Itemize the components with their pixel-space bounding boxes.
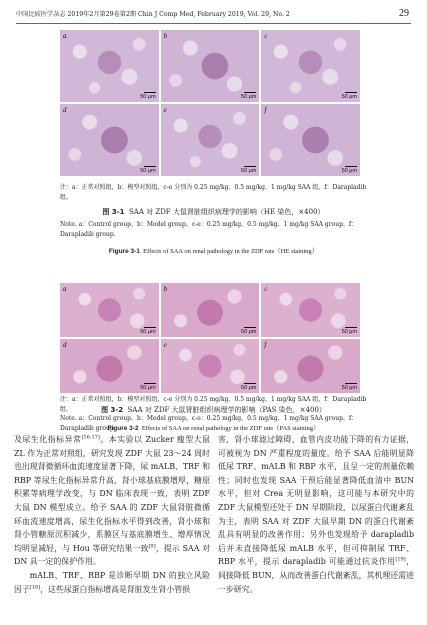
figure-panel-e (161, 339, 260, 393)
figure-panel-a (60, 30, 159, 102)
caption-text: SAA 对 ZDF 大鼠肾脏组织病理学的影响（PAS 染色，×400） (127, 406, 326, 414)
figure-note-zh: 注：a：正常对照组，b：模型对照组，c-e 分别为 0.25 mg/kg、0.5 mg/kg、1 mg/kg SAA 组，f：Darapladib 组。 (60, 396, 367, 413)
caption-text: SAA 对 ZDF 大鼠肾脏组织病理学的影响（HE 染色，×400） (128, 208, 325, 216)
scale-bar: 50 μm (241, 92, 256, 100)
figure-panel-c (261, 283, 360, 337)
citation: [18] (29, 583, 41, 590)
figure-note-zh: 注：a：正常对照组，b：模型对照组，c-e 分别为 0.25 mg/kg、0.5 mg/kg、1 mg/kg SAA 组，f：Darapladib 组。 (60, 184, 367, 201)
figure-number: Figure 3-2 (107, 425, 139, 432)
figure-panel-a (60, 283, 159, 337)
scale-bar: 50 μm (241, 166, 256, 174)
caption-text: Effects of SAA on renal pathology in the ZDF rats（HE staining） (143, 248, 319, 255)
panel-label: a (63, 285, 67, 293)
paragraph (218, 433, 414, 596)
figure-panel-f (261, 104, 360, 176)
panel-label: a (63, 32, 67, 40)
figure-number: Figure 3-1 (108, 248, 140, 255)
panel-label: f (264, 341, 267, 349)
scale-bar: 50 μm (140, 166, 155, 174)
body-column-left (14, 433, 210, 596)
text-run: 害，肾小球滤过障碍、血管内皮功能下降的有力证据，可被视为 DN 严重程度的量度。给予 SAA 后能明显降低尿 TRF、mALB 和 RBP 水平，且呈一定的剂量依赖性；同时也发现 SAA 干预后能显著降低血清中 BUN 水平，但对 Crea 无明显影响，这可能与本研究中的 ZDF 大鼠模型还处于 DN 早期阶段，以尿蛋白代谢紊乱为主，表明 SAA 对 ZDF 大鼠早期 DN 的蛋白代谢紊乱具有明显的改善作用；另外也发现给予 darapladib 后并未直接降低尿 mALB 水平，但可抑制尿 TRF、RBP 水平，提示 darapladib 可能通过抗炎作用 (218, 435, 414, 567)
text-run: mALB、TRF、RBP 是诊断早期 DN 的独立风险因子 (14, 570, 210, 594)
text-run: ，这些尿蛋白指标增高是肾脏发生肾小管损 (40, 584, 190, 594)
panel-label: e (163, 106, 167, 114)
citation: [9] (148, 543, 156, 550)
panel-label: c (264, 32, 268, 40)
text-run: 。本实验以 Zucker 瘦型大鼠 ZL 作为正常对照组，研究发现 ZDF 大鼠 23～24 周时也出现肾微循环血流速度显著下降，尿 mALB、TRF 和 RBP 等尿生化指标异常升高，肾小球基底膜增厚，糖原积累等病理学改变，与 DN 临床表现一致，表明 ZDF 大鼠 DN 模型成立。给予 SAA 的 ZDF 大鼠肾脏微循环血流速度增高，尿生化指标水平得到改善，肾小球和肾小管糖原沉积减少，系膜区与基底膜增生、增厚情况均明显减轻，与 Hou 等研究结果一致 (14, 435, 210, 553)
text-run: 及尿生化指标异常 (14, 435, 82, 444)
figure-panel-f (261, 339, 360, 393)
figure-panel-b (161, 283, 260, 337)
figure-caption-en (0, 247, 427, 257)
scale-bar: 50 μm (342, 166, 357, 174)
scale-bar: 50 μm (140, 383, 155, 391)
running-header (16, 9, 411, 24)
figure-panel-c (261, 30, 360, 102)
page-number: 29 (399, 8, 409, 19)
body-column-right (218, 433, 414, 596)
scale-bar: 50 μm (342, 327, 357, 335)
scale-bar: 50 μm (140, 92, 155, 100)
panel-label: d (63, 106, 67, 114)
figure-panel-d (60, 339, 159, 393)
scale-bar: 50 μm (241, 327, 256, 335)
scale-bar: 50 μm (241, 383, 256, 391)
paragraph (14, 569, 210, 596)
panel-label: e (163, 341, 167, 349)
text-run: ，间接降低 BUN，从而改善蛋白代谢紊乱，其机理还需进一步研究。 (218, 557, 414, 594)
figure-note-en: Note. a：Control group，b：Model group，c-e：0.25 mg/kg，0.5 mg/kg，1 mg/kg SAA group，f：Darapladib group. (60, 415, 358, 432)
panel-label: c (264, 285, 268, 293)
citation: [19] (395, 556, 406, 563)
figure-panel-d (60, 104, 159, 176)
caption-text: Effects of SAA on renal pathology in the ZDF rats（PAS staining） (141, 425, 320, 432)
text-run: ，提示 SAA 对 DN 具一定的保护作用。 (14, 543, 210, 567)
scale-bar: 50 μm (342, 383, 357, 391)
scale-bar: 50 μm (140, 327, 155, 335)
panel-label: f (264, 106, 267, 114)
figure-number: 图 3-1 (102, 208, 125, 216)
citation: [16-17] (81, 434, 100, 441)
figure-panel-b (161, 30, 260, 102)
figure-number: 图 3-2 (101, 406, 124, 414)
panel-label: b (163, 285, 168, 293)
figure-3-2-grid (60, 283, 360, 393)
figure-note-en: Note. a：Control group，b：Model group，c-e：0.25 mg/kg，0.5 mg/kg，1 mg/kg SAA group，f：Darapladib group. (60, 221, 358, 238)
figure-3-1-grid (60, 30, 360, 176)
journal-title: 中国比较医学杂志 2019年2月第29卷第2期 Chin J Comp Med, February 2019, Vol. 29, No. 2 (16, 11, 290, 18)
paragraph (14, 433, 210, 569)
scale-bar: 50 μm (342, 92, 357, 100)
figure-caption-zh (0, 207, 427, 217)
panel-label: d (63, 341, 67, 349)
panel-label: b (163, 32, 168, 40)
figure-panel-e (161, 104, 260, 176)
